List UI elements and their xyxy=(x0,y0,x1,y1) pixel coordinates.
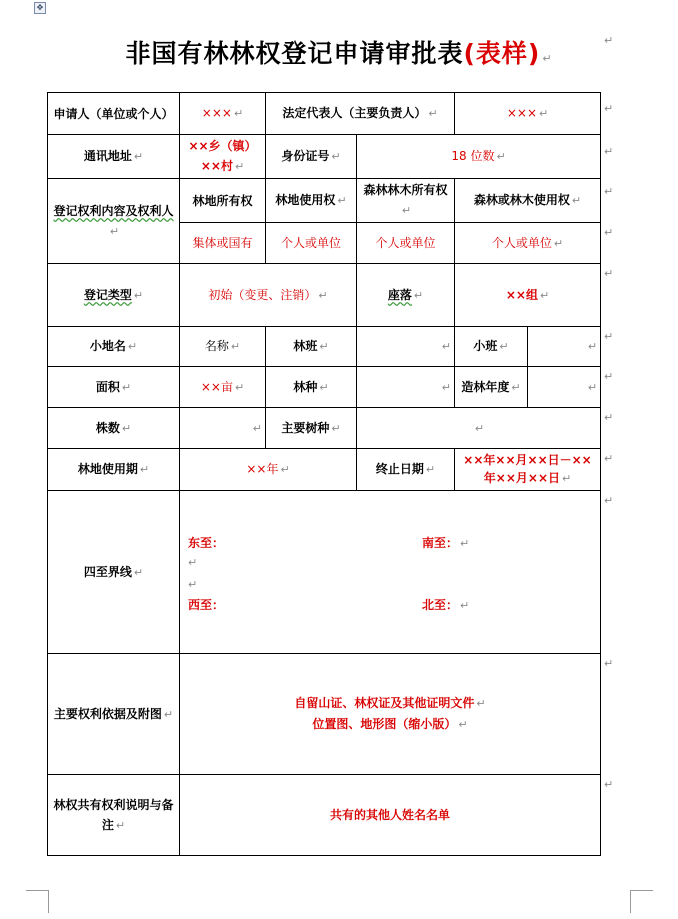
boundary-west: 西至： xyxy=(188,598,225,612)
table-row xyxy=(48,367,601,408)
applicant-label: 申请人（单位或个人） xyxy=(48,93,180,135)
planting-year-label: 造林年度 ↵ xyxy=(455,367,528,408)
paragraph-mark-icon: ↵ xyxy=(604,145,614,158)
paragraph-mark-icon: ↵ xyxy=(604,267,614,280)
address-value[interactable]: ××乡（镇）××村 ↵ xyxy=(180,135,266,179)
rights-header-3: 森林林木所有权↵ xyxy=(357,179,455,223)
table-row xyxy=(48,775,601,856)
forest-class-label: 林班 ↵ xyxy=(266,327,357,367)
address-label: 通讯地址 ↵ xyxy=(48,135,180,179)
legal-rep-value[interactable]: ××× ↵ xyxy=(455,93,601,135)
paragraph-mark-icon: ↵ xyxy=(604,226,614,239)
crop-mark-left xyxy=(26,890,49,913)
id-number-label: 身份证号 ↵ xyxy=(266,135,357,179)
tree-count-label: 株数 ↵ xyxy=(48,408,180,449)
registration-form-table xyxy=(47,92,601,856)
title-sample-tag: (表样) xyxy=(463,39,541,68)
crop-mark-right xyxy=(630,890,653,913)
forest-type-label: 林种 ↵ xyxy=(266,367,357,408)
title-main: 非国有林林权登记申请审批表 xyxy=(125,39,464,68)
table-row xyxy=(48,327,601,367)
paragraph-mark-icon: ↵ xyxy=(604,452,614,465)
area-label: 面积 ↵ xyxy=(48,367,180,408)
rights-header-4: 森林或林木使用权 ↵ xyxy=(455,179,601,223)
rights-value-4[interactable]: 个人或单位 ↵ xyxy=(455,223,601,264)
page-title xyxy=(0,34,678,70)
use-period-label: 林地使用期 ↵ xyxy=(48,449,180,491)
table-row xyxy=(48,449,601,491)
rights-value-3[interactable]: 个人或单位 xyxy=(357,223,455,264)
rights-header-1: 林地所有权 xyxy=(180,179,266,223)
paragraph-mark-icon: ↵ xyxy=(604,370,614,383)
reg-type-label: 登记类型 ↵ xyxy=(48,264,180,327)
table-row xyxy=(48,93,601,135)
table-row xyxy=(48,491,601,654)
rights-value-1[interactable]: 集体或国有 xyxy=(180,223,266,264)
location-label: 座落 ↵ xyxy=(357,264,455,327)
paragraph-mark-icon: ↵ xyxy=(604,657,614,670)
paragraph-mark-icon: ↵ xyxy=(188,578,198,591)
table-move-handle[interactable]: ✥ xyxy=(34,2,46,14)
paragraph-mark-icon: ↵ xyxy=(604,185,614,198)
forest-class-value[interactable]: ↵ xyxy=(357,327,455,367)
planting-year-value[interactable]: ↵ xyxy=(528,367,601,408)
boundaries-label: 四至界线 ↵ xyxy=(48,491,180,654)
boundary-east: 东至： xyxy=(188,536,225,550)
area-value[interactable]: ××亩 ↵ xyxy=(180,367,266,408)
boundary-north: 北至： ↵ xyxy=(422,598,470,612)
sub-class-label: 小班 ↵ xyxy=(455,327,528,367)
table-row xyxy=(48,264,601,327)
sub-class-value[interactable]: ↵ xyxy=(528,327,601,367)
main-species-label: 主要树种 ↵ xyxy=(266,408,357,449)
paragraph-mark-icon: ↵ xyxy=(604,330,614,343)
paragraph-mark-icon: ↵ xyxy=(604,34,614,47)
boundary-south: 南至： ↵ xyxy=(422,536,470,550)
end-date-value[interactable]: ××年××月××日－××年××月××日 ↵ xyxy=(455,449,601,491)
tree-count-value[interactable]: ↵ xyxy=(180,408,266,449)
paragraph-mark-icon: ↵ xyxy=(542,52,553,65)
plot-name-label: 小地名 ↵ xyxy=(48,327,180,367)
basis-label: 主要权利依据及附图 ↵ xyxy=(48,654,180,775)
legal-rep-label: 法定代表人（主要负责人） ↵ xyxy=(266,93,455,135)
boundaries-value[interactable] xyxy=(180,491,601,654)
location-value[interactable]: ××组 ↵ xyxy=(455,264,601,327)
end-date-label: 终止日期 ↵ xyxy=(357,449,455,491)
paragraph-mark-icon: ↵ xyxy=(604,494,614,507)
plot-name-value[interactable]: 名称 ↵ xyxy=(180,327,266,367)
table-row xyxy=(48,408,601,449)
shared-rights-value[interactable]: 共有的其他人姓名名单 xyxy=(180,775,601,856)
shared-rights-label: 林权共有权利说明与备注 ↵ xyxy=(48,775,180,856)
rights-value-2[interactable]: 个人或单位 xyxy=(266,223,357,264)
paragraph-mark-icon: ↵ xyxy=(188,556,198,569)
paragraph-mark-icon: ↵ xyxy=(604,411,614,424)
use-period-value[interactable]: ××年 ↵ xyxy=(180,449,357,491)
reg-type-value[interactable]: 初始（变更、注销） ↵ xyxy=(180,264,357,327)
rights-header-2: 林地使用权 ↵ xyxy=(266,179,357,223)
table-row xyxy=(48,654,601,775)
rights-label: 登记权利内容及权利人↵ xyxy=(48,179,180,264)
main-species-value[interactable]: ↵ xyxy=(357,408,601,449)
table-row xyxy=(48,179,601,223)
table-row xyxy=(48,135,601,179)
applicant-value[interactable]: ××× ↵ xyxy=(180,93,266,135)
id-number-value[interactable]: 18 位数 ↵ xyxy=(357,135,601,179)
forest-type-value[interactable]: ↵ xyxy=(357,367,455,408)
paragraph-mark-icon: ↵ xyxy=(604,102,614,115)
basis-value[interactable]: 自留山证、林权证及其他证明文件 ↵ 位置图、地形图（缩小版） ↵ xyxy=(180,654,601,775)
paragraph-mark-icon: ↵ xyxy=(604,778,614,791)
